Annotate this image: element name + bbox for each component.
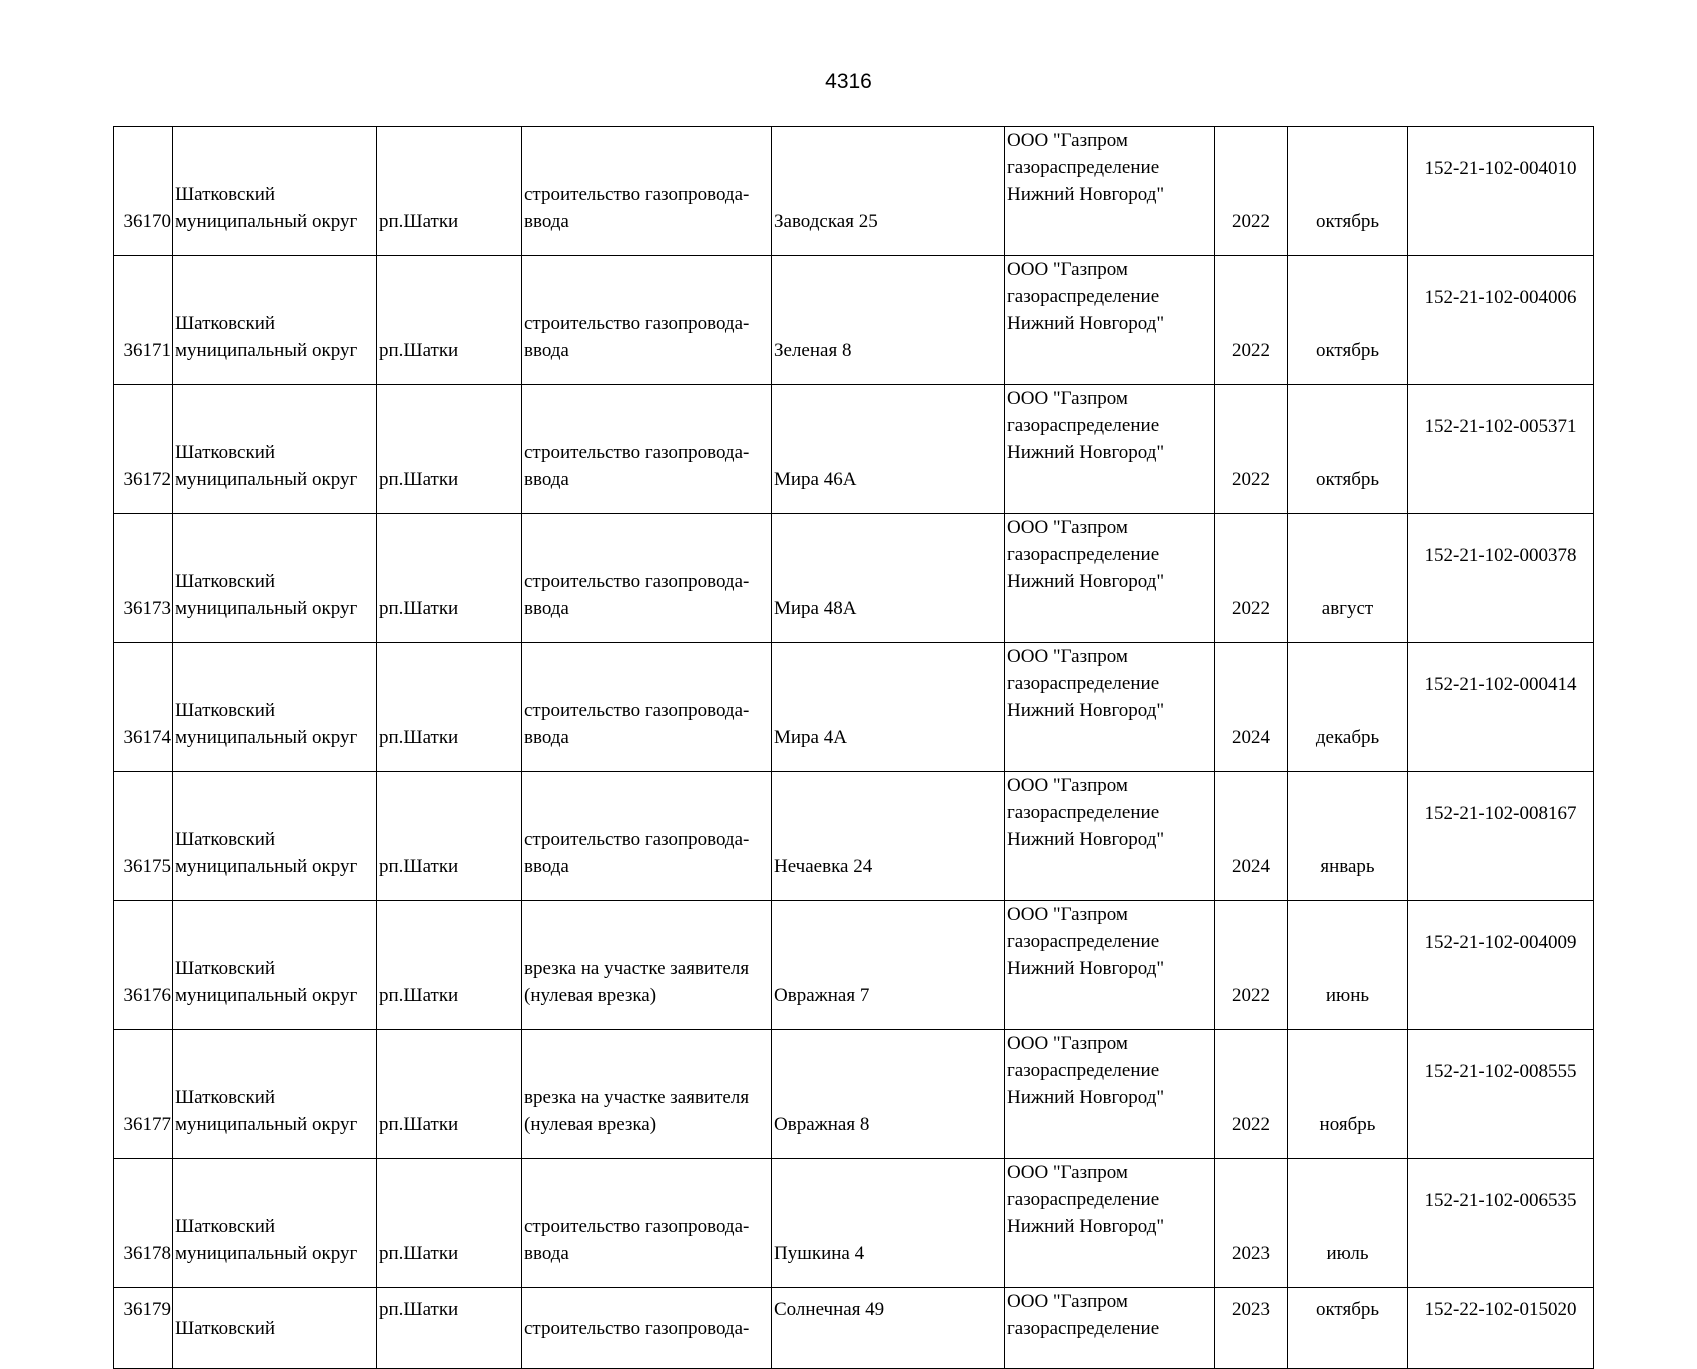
organization-cell [1005,901,1215,1030]
month-cell-text: август [1321,598,1374,619]
organization-cell-text: ООО "Газпром [1007,904,1128,925]
organization-cell-text: ООО "Газпром [1007,1033,1128,1054]
work-type-cell-text: строительство газопровода- [524,184,750,205]
code-cell [1408,256,1594,385]
row-number [114,1030,173,1159]
work-type-cell [522,514,772,643]
year-cell-text: 2022 [1232,985,1270,1006]
month-cell-text: декабрь [1315,727,1380,748]
year-cell-text: 2022 [1232,469,1270,490]
municipality-cell-text: Шатковский [175,571,276,592]
settlement-cell [377,1030,522,1159]
address-cell [772,514,1005,643]
municipality-cell-text: муниципальный округ [175,727,358,748]
address-cell [772,1030,1005,1159]
municipality-cell-text: муниципальный округ [175,1243,358,1264]
row-number [114,256,173,385]
row-number [114,127,173,256]
municipality-cell [173,1288,377,1369]
settlement-cell-text: рп.Шатки [379,340,459,361]
year-cell [1215,256,1288,385]
month-cell-text: июнь [1325,985,1370,1006]
month-cell [1288,1288,1408,1369]
organization-cell [1005,1159,1215,1288]
organization-cell-text: газораспределение [1007,802,1160,823]
settlement-cell [377,256,522,385]
code-cell [1408,385,1594,514]
organization-cell-text: ООО "Газпром [1007,775,1128,796]
work-type-cell [522,1030,772,1159]
settlement-cell [377,901,522,1030]
work-type-cell-text: строительство газопровода- [524,442,750,463]
year-cell-text: 2022 [1232,598,1270,619]
address-cell-text: Мира 4А [774,727,847,748]
year-cell-text: 2023 [1232,1299,1270,1320]
organization-cell [1005,772,1215,901]
month-cell [1288,901,1408,1030]
settlement-cell-text: рп.Шатки [379,1114,459,1135]
municipality-cell-text: Шатковский [175,958,276,979]
organization-cell-text: газораспределение [1007,931,1160,952]
settlement-cell [377,127,522,256]
work-type-cell-text: (нулевая врезка) [524,1114,657,1135]
work-type-cell [522,385,772,514]
organization-cell [1005,256,1215,385]
municipality-cell-text: муниципальный округ [175,1114,358,1135]
code-cell [1408,127,1594,256]
municipality-cell [173,256,377,385]
organization-cell-text: газораспределение [1007,1318,1160,1339]
table-row [114,1030,1594,1159]
work-type-cell-text: строительство газопровода- [524,313,750,334]
municipality-cell-text: муниципальный округ [175,211,358,232]
table-row-partial [114,1288,1594,1369]
address-cell [772,256,1005,385]
municipality-cell [173,127,377,256]
organization-cell-text: ООО "Газпром [1007,1162,1128,1183]
year-cell [1215,385,1288,514]
work-type-cell [522,643,772,772]
year-cell-text: 2022 [1232,340,1270,361]
row-number [114,1159,173,1288]
code-cell-text: 152-21-102-005371 [1424,416,1577,437]
organization-cell-text: Нижний Новгород" [1007,829,1165,850]
month-cell-text: январь [1320,856,1375,877]
municipality-cell-text: муниципальный округ [175,598,358,619]
row-number-text: 36173 [123,598,171,619]
settlement-cell [377,772,522,901]
work-type-cell-text: ввода [524,340,569,361]
municipality-cell-text: Шатковский [175,442,276,463]
page-number: 4316 [825,70,872,93]
work-type-cell [522,772,772,901]
month-cell-text: ноябрь [1319,1114,1376,1135]
code-cell-text: 152-21-102-008167 [1424,803,1577,824]
address-cell-text: Мира 46А [774,469,857,490]
table-row [114,1159,1594,1288]
row-number-text: 36179 [123,1299,171,1320]
table-row [114,643,1594,772]
code-cell-text: 152-21-102-000414 [1424,674,1577,695]
work-type-cell-text: строительство газопровода- [524,700,750,721]
municipality-cell-text: муниципальный округ [175,856,358,877]
organization-cell-text: Нижний Новгород" [1007,700,1165,721]
municipality-cell [173,901,377,1030]
municipality-cell [173,514,377,643]
code-cell-text: 152-21-102-006535 [1424,1190,1577,1211]
year-cell-text: 2022 [1232,211,1270,232]
row-number-text: 36171 [123,340,171,361]
code-cell-text: 152-21-102-004010 [1424,158,1577,179]
address-cell-text: Солнечная 49 [774,1299,885,1320]
organization-cell-text: ООО "Газпром [1007,517,1128,538]
organization-cell-text: Нижний Новгород" [1007,1087,1165,1108]
organization-cell [1005,514,1215,643]
settlement-cell-text: рп.Шатки [379,727,459,748]
table-row [114,514,1594,643]
organization-cell-text: газораспределение [1007,544,1160,565]
municipality-cell-text: Шатковский [175,184,276,205]
organization-cell-text: газораспределение [1007,415,1160,436]
address-cell-text: Зеленая 8 [774,340,852,361]
organization-cell [1005,1288,1215,1369]
organization-cell [1005,643,1215,772]
code-cell-text: 152-21-102-004006 [1424,287,1577,308]
code-cell [1408,1159,1594,1288]
work-type-cell-text: ввода [524,1243,569,1264]
municipality-cell-text: Шатковский [175,1087,276,1108]
row-number-text: 36174 [123,727,171,748]
address-cell-text: Заводская 25 [774,211,878,232]
month-cell-text: июль [1326,1243,1369,1264]
municipality-cell [173,772,377,901]
year-cell [1215,1030,1288,1159]
address-cell-text: Овражная 7 [774,985,870,1006]
municipality-cell-text: муниципальный округ [175,469,358,490]
work-type-cell [522,1288,772,1369]
work-type-cell-text: строительство газопровода- [524,1318,750,1339]
table-row [114,127,1594,256]
organization-cell-text: газораспределение [1007,673,1160,694]
month-cell [1288,772,1408,901]
row-number-text: 36177 [123,1114,171,1135]
address-cell [772,127,1005,256]
row-number-text: 36172 [123,469,171,490]
municipality-cell-text: муниципальный округ [175,985,358,1006]
municipality-cell-text: Шатковский [175,700,276,721]
code-cell [1408,514,1594,643]
table-row [114,385,1594,514]
row-number [114,1288,173,1369]
organization-cell-text: ООО "Газпром [1007,130,1128,151]
organization-cell-text: газораспределение [1007,286,1160,307]
row-number-text: 36176 [123,985,171,1006]
organization-cell-text: Нижний Новгород" [1007,958,1165,979]
address-cell [772,1159,1005,1288]
organization-cell-text: Нижний Новгород" [1007,1216,1165,1237]
code-cell [1408,1288,1594,1369]
code-cell [1408,643,1594,772]
work-type-cell [522,256,772,385]
work-type-cell-text: строительство газопровода- [524,1216,750,1237]
year-cell-text: 2024 [1232,856,1270,877]
gas-connection-table [113,126,1594,1369]
work-type-cell-text: врезка на участке заявителя [524,958,750,979]
month-cell [1288,1159,1408,1288]
work-type-cell-text: ввода [524,856,569,877]
year-cell [1215,127,1288,256]
settlement-cell-text: рп.Шатки [379,856,459,877]
address-cell [772,772,1005,901]
settlement-cell-text: рп.Шатки [379,985,459,1006]
month-cell-text: октябрь [1315,469,1380,490]
row-number [114,385,173,514]
municipality-cell-text: Шатковский [175,1216,276,1237]
municipality-cell [173,1030,377,1159]
row-number [114,643,173,772]
year-cell [1215,772,1288,901]
address-cell-text: Нечаевка 24 [774,856,873,877]
work-type-cell-text: врезка на участке заявителя [524,1087,750,1108]
municipality-cell [173,643,377,772]
settlement-cell [377,1288,522,1369]
settlement-cell-text: рп.Шатки [379,469,459,490]
organization-cell-text: Нижний Новгород" [1007,442,1165,463]
row-number [114,514,173,643]
month-cell [1288,1030,1408,1159]
month-cell-text: октябрь [1315,340,1380,361]
row-number-text: 36170 [123,211,171,232]
year-cell-text: 2023 [1232,1243,1270,1264]
municipality-cell [173,385,377,514]
code-cell-text: 152-21-102-004009 [1424,932,1577,953]
month-cell [1288,385,1408,514]
municipality-cell-text: Шатковский [175,313,276,334]
month-cell-text: октябрь [1315,1299,1380,1320]
settlement-cell [377,385,522,514]
row-number [114,772,173,901]
year-cell [1215,1159,1288,1288]
organization-cell-text: газораспределение [1007,1189,1160,1210]
code-cell [1408,1030,1594,1159]
year-cell [1215,643,1288,772]
address-cell [772,1288,1005,1369]
month-cell [1288,256,1408,385]
work-type-cell-text: ввода [524,598,569,619]
organization-cell-text: Нижний Новгород" [1007,313,1165,334]
work-type-cell-text: строительство газопровода- [524,829,750,850]
settlement-cell-text: рп.Шатки [379,1243,459,1264]
year-cell-text: 2022 [1232,1114,1270,1135]
month-cell [1288,643,1408,772]
organization-cell-text: газораспределение [1007,1060,1160,1081]
organization-cell-text: ООО "Газпром [1007,1291,1128,1312]
year-cell [1215,901,1288,1030]
municipality-cell-text: Шатковский [175,1318,276,1339]
month-cell-text: октябрь [1315,211,1380,232]
table-row [114,772,1594,901]
month-cell [1288,514,1408,643]
work-type-cell-text: ввода [524,469,569,490]
year-cell [1215,1288,1288,1369]
address-cell [772,643,1005,772]
code-cell-text: 152-21-102-008555 [1424,1061,1577,1082]
work-type-cell-text: (нулевая врезка) [524,985,657,1006]
municipality-cell-text: Шатковский [175,829,276,850]
municipality-cell [173,1159,377,1288]
organization-cell [1005,127,1215,256]
row-number-text: 36178 [123,1243,171,1264]
settlement-cell-text: рп.Шатки [379,211,459,232]
work-type-cell-text: строительство газопровода- [524,571,750,592]
work-type-cell-text: ввода [524,727,569,748]
year-cell-text: 2024 [1232,727,1270,748]
table-row [114,901,1594,1030]
year-cell [1215,514,1288,643]
work-type-cell-text: ввода [524,211,569,232]
organization-cell-text: ООО "Газпром [1007,646,1128,667]
settlement-cell-text: рп.Шатки [379,1299,459,1320]
organization-cell [1005,385,1215,514]
settlement-cell [377,1159,522,1288]
row-number-text: 36175 [123,856,171,877]
work-type-cell [522,1159,772,1288]
table-body [114,127,1594,1369]
code-cell [1408,901,1594,1030]
work-type-cell [522,901,772,1030]
code-cell [1408,772,1594,901]
month-cell [1288,127,1408,256]
settlement-cell [377,514,522,643]
address-cell-text: Мира 48А [774,598,857,619]
address-cell [772,385,1005,514]
code-cell-text: 152-22-102-015020 [1424,1299,1577,1320]
organization-cell [1005,1030,1215,1159]
code-cell-text: 152-21-102-000378 [1424,545,1577,566]
address-cell-text: Пушкина 4 [774,1243,865,1264]
organization-cell-text: ООО "Газпром [1007,388,1128,409]
table-row [114,256,1594,385]
settlement-cell [377,643,522,772]
settlement-cell-text: рп.Шатки [379,598,459,619]
organization-cell-text: Нижний Новгород" [1007,184,1165,205]
address-cell-text: Овражная 8 [774,1114,870,1135]
organization-cell-text: Нижний Новгород" [1007,571,1165,592]
work-type-cell [522,127,772,256]
municipality-cell-text: муниципальный округ [175,340,358,361]
organization-cell-text: ООО "Газпром [1007,259,1128,280]
address-cell [772,901,1005,1030]
organization-cell-text: газораспределение [1007,157,1160,178]
row-number [114,901,173,1030]
